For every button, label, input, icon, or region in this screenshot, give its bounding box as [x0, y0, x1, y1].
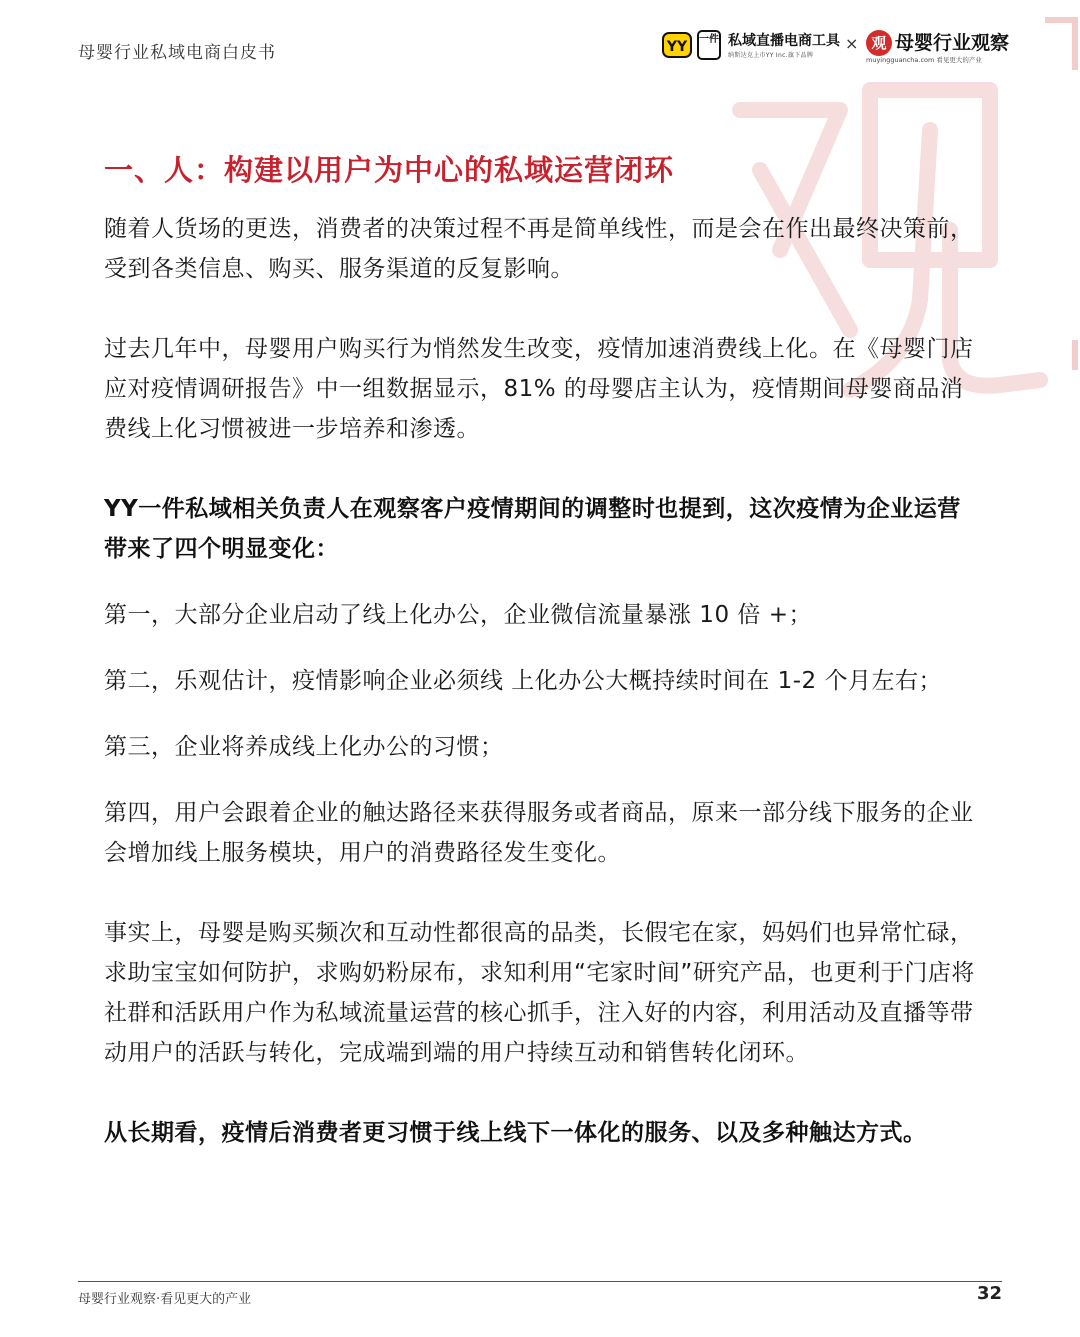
list-item-3: 第三，企业将养成线上化办公的习惯；: [104, 734, 504, 760]
document-title: 母婴行业私域电商白皮书: [78, 43, 276, 63]
guan-logo-icon: 观: [866, 30, 892, 56]
paragraph-9-bold: 从长期看，疫情后消费者更习惯于线上线下一体化的服务、以及多种触达方式。: [104, 1120, 927, 1146]
yy-logo-badge: YY: [662, 32, 692, 58]
section-heading: 一、人：构建以用户为中心的私域运营闭环: [104, 153, 675, 187]
list-item-1: 第一，大部分企业启动了线上化办公，企业微信流量暴涨 10 倍 +；: [104, 602, 812, 628]
paragraph-1: 随着人货场的更迭，消费者的决策过程不再是简单线性，而是会在作出最终决策前，受到各类信息、购买、服务渠道的反复影响。: [104, 216, 974, 282]
paragraph-3-bold: YY一件私域相关负责人在观察客户疫情期间的调整时也提到，这次疫情为企业运营带来了四个明显变化：: [104, 496, 961, 562]
brand2-tagline: muyingguancha.com 看见更大的产业: [866, 56, 982, 64]
footer-slogan: 母婴行业观察·看见更大的产业: [78, 1292, 252, 1307]
brand1-tagline: 纳斯达克上市YY Inc.旗下品牌: [728, 52, 814, 59]
footer-divider: [78, 1281, 1002, 1282]
paragraph-8: 事实上，母婴是购买频次和互动性都很高的品类，长假宅在家，妈妈们也异常忙碌，求助宝宝如何防护，求购奶粉尿布，求知利用“宅家时间”研究产品，也更利于门店将社群和活跃用户作为私域流量运营的核心抓手，注入好的内容，利用活动及直播等带动用户的活跃与转化，完成端到端的用户持续互动和销售转化闭环。: [104, 920, 975, 1066]
list-item-2: 第二，乐观估计，疫情影响企业必须线 上化办公大概持续时间在 1-2 个月左右；: [104, 668, 942, 694]
list-item-4: 第四，用户会跟着企业的触达路径来获得服务或者商品，原来一部分线下服务的企业会增加线上服务模块，用户的消费路径发生变化。: [104, 800, 974, 866]
yijian-logo-icon: 一件: [697, 30, 721, 60]
paragraph-2: 过去几年中，母婴用户购买行为悄然发生改变，疫情加速消费线上化。在《母婴门店应对疫情调研报告》中一组数据显示，81% 的母婴店主认为，疫情期间母婴商品消费线上化习惯被进一步培养和渗透。: [104, 336, 974, 442]
brand2-name: 母婴行业观察: [895, 32, 1010, 54]
brand1-name: 私域直播电商工具: [728, 33, 840, 49]
article-body: [104, 148, 984, 1153]
page-header: [0, 0, 1080, 100]
page-number: 32: [976, 1283, 1002, 1304]
brand-separator: ×: [845, 34, 859, 53]
